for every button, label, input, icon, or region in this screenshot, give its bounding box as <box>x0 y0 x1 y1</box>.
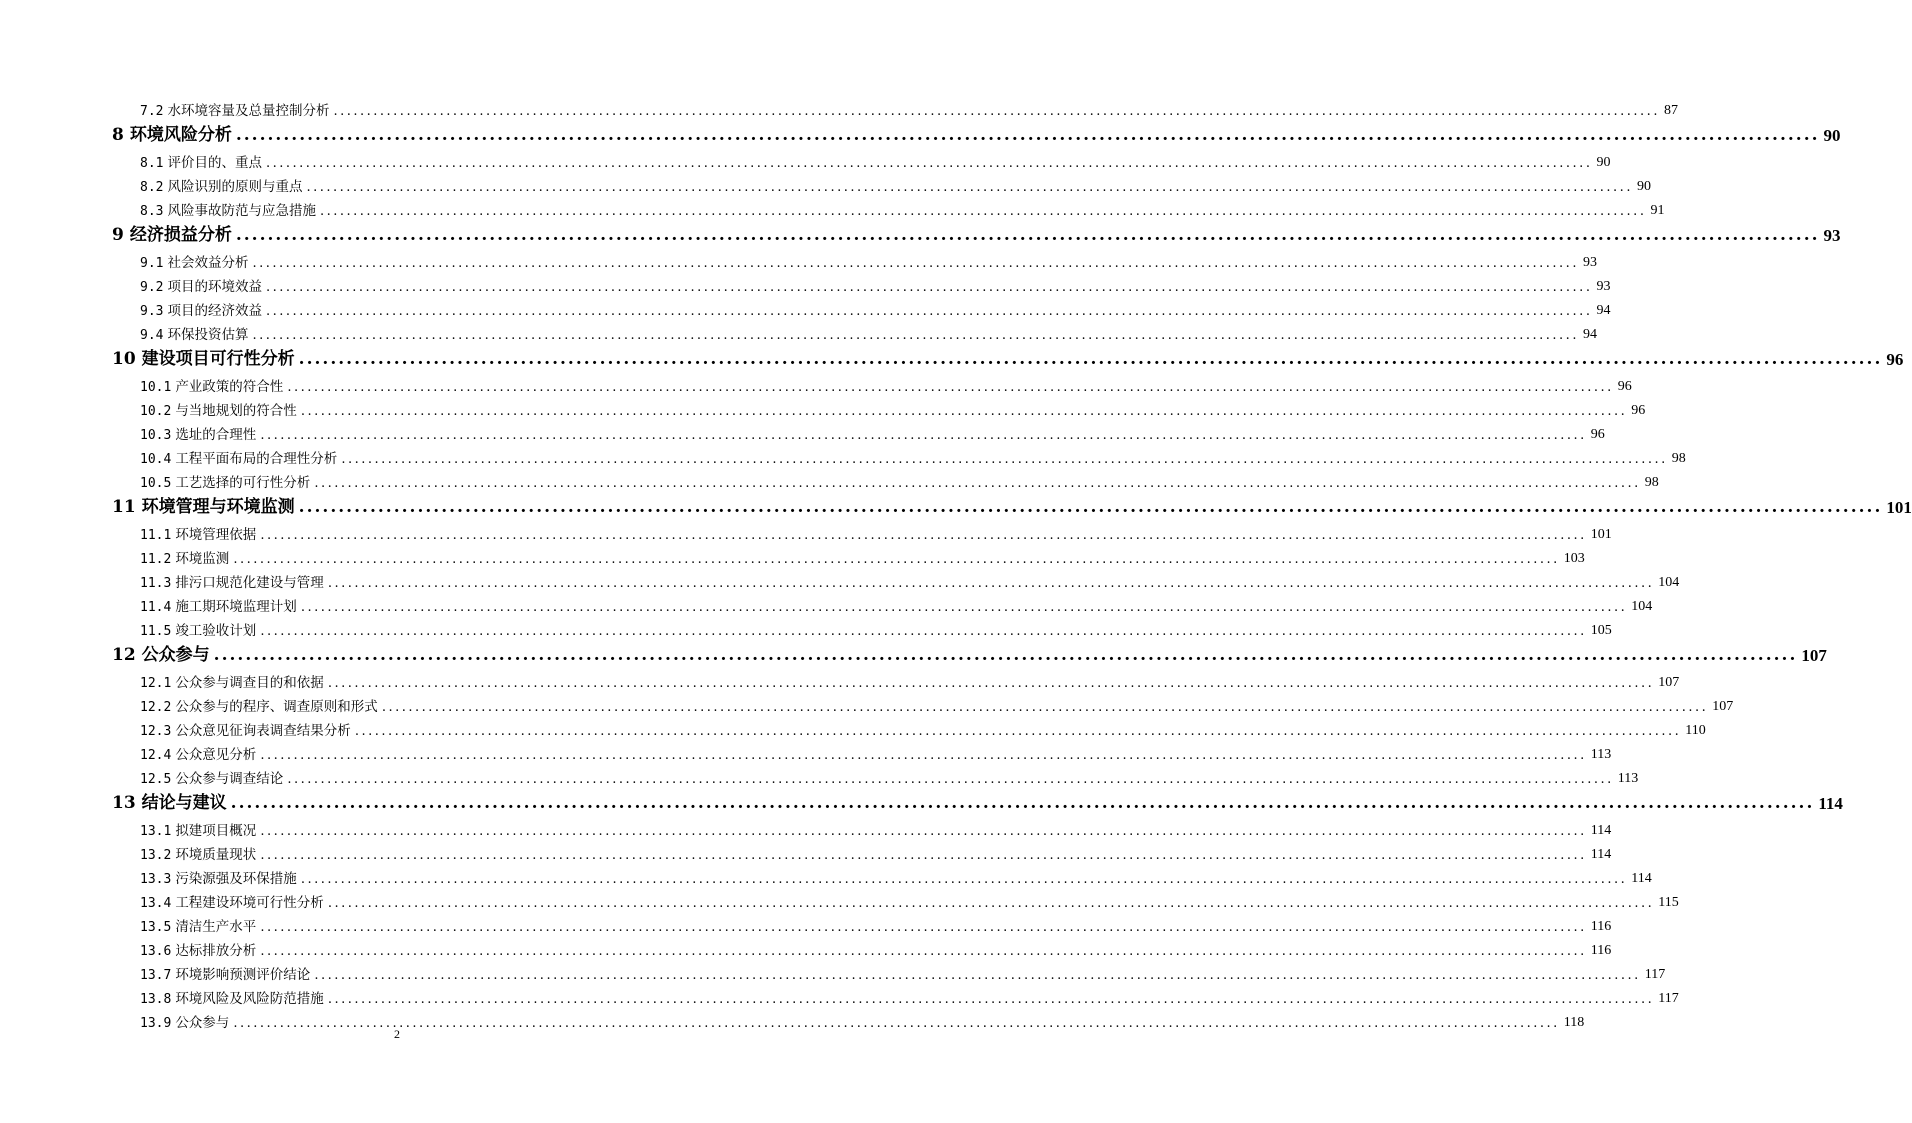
toc-entry-page: 114 <box>1818 794 1843 813</box>
toc-entry-number: 10.4 <box>140 452 172 467</box>
toc-entry-page: 98 <box>1671 451 1686 466</box>
toc-section-entry[interactable] <box>140 468 1659 491</box>
toc-entry-title: 环境影响预测评价结论 <box>175 966 311 983</box>
toc-entry-title: 工程建设环境可行性分析 <box>175 894 324 911</box>
toc-entry-page: 96 <box>1617 379 1632 394</box>
toc-chapter-entry[interactable] <box>112 120 1841 145</box>
toc-entry-number: 10 <box>112 349 136 369</box>
toc-entry-page: 110 <box>1685 723 1706 738</box>
toc-entry-page: 113 <box>1617 771 1639 786</box>
toc-entry-page: 113 <box>1590 747 1612 762</box>
toc-dot-leader: ........................................................................................................................................................................................................ <box>213 645 1798 665</box>
toc-dot-leader: ........................................................................................................................................................................................................ <box>354 724 1682 739</box>
toc-section-entry[interactable] <box>140 840 1612 863</box>
toc-section-entry[interactable] <box>140 320 1597 343</box>
toc-section-entry[interactable] <box>140 960 1666 983</box>
toc-entry-number: 12.2 <box>140 700 172 715</box>
toc-entry-title: 排污口规范化建设与管理 <box>175 574 324 591</box>
toc-entry-page: 94 <box>1596 303 1611 318</box>
toc-dot-leader: ........................................................................................................................................................................................................ <box>314 476 1641 491</box>
toc-section-entry[interactable] <box>140 764 1639 787</box>
toc-entry-number: 7.2 <box>140 104 164 119</box>
toc-entry-page: 90 <box>1596 155 1611 170</box>
toc-section-entry[interactable] <box>140 172 1651 195</box>
toc-entry-title: 清洁生产水平 <box>175 918 257 935</box>
toc-dot-leader: ........................................................................................................................................................................................................ <box>260 920 1587 935</box>
toc-entry-title: 公众参与 <box>141 645 210 665</box>
toc-dot-leader: ........................................................................................................................................................................................................ <box>260 824 1587 839</box>
toc-section-entry[interactable] <box>140 864 1652 887</box>
toc-entry-page: 90 <box>1823 126 1841 145</box>
toc-entry-page: 104 <box>1658 575 1680 590</box>
toc-entry-number: 12.3 <box>140 724 172 739</box>
page-number: 2 <box>394 1027 400 1041</box>
toc-dot-leader: ........................................................................................................................................................................................................ <box>314 968 1641 983</box>
toc-section-entry[interactable] <box>140 668 1680 691</box>
toc-entry-title: 社会效益分析 <box>167 254 249 271</box>
toc-entry-title: 选址的合理性 <box>175 426 257 443</box>
toc-chapter-entry[interactable] <box>112 788 1843 813</box>
toc-section-entry[interactable] <box>140 396 1646 419</box>
toc-section-entry[interactable] <box>140 96 1678 119</box>
toc-section-entry[interactable] <box>140 544 1585 567</box>
toc-dot-leader: ........................................................................................................................................................................................................ <box>298 497 1883 517</box>
toc-entry-title: 产业政策的符合性 <box>175 378 284 395</box>
toc-dot-leader: ........................................................................................................................................................................................................ <box>260 624 1587 639</box>
toc-dot-leader: ........................................................................................................................................................................................................ <box>252 256 1579 271</box>
toc-entry-title: 施工期环境监理计划 <box>175 598 297 615</box>
toc-section-entry[interactable] <box>140 692 1734 715</box>
toc-dot-leader: ........................................................................................................................................................................................................ <box>300 404 1628 419</box>
toc-entry-number: 9.1 <box>140 256 164 271</box>
toc-section-entry[interactable] <box>140 372 1632 395</box>
toc-dot-leader: ........................................................................................................................................................................................................ <box>300 872 1628 887</box>
toc-entry-page: 90 <box>1636 179 1651 194</box>
toc-chapter-entry[interactable] <box>112 344 1904 369</box>
toc-dot-leader: ........................................................................................................................................................................................................ <box>235 125 1820 145</box>
toc-entry-number: 11.3 <box>140 576 172 591</box>
toc-entry-number: 9.2 <box>140 280 164 295</box>
toc-entry-number: 13.5 <box>140 920 172 935</box>
toc-dot-leader: ........................................................................................................................................................................................................ <box>333 104 1660 119</box>
toc-entry-number: 9.4 <box>140 328 164 343</box>
toc-entry-page: 91 <box>1650 203 1665 218</box>
toc-entry-number: 13.9 <box>140 1016 172 1031</box>
toc-entry-title: 环境风险分析 <box>129 125 232 145</box>
toc-section-entry[interactable] <box>140 936 1612 959</box>
toc-entry-page: 118 <box>1563 1015 1585 1030</box>
toc-dot-leader: ........................................................................................................................................................................................................ <box>260 848 1587 863</box>
toc-entry-title: 评价目的、重点 <box>167 154 262 171</box>
toc-section-entry[interactable] <box>140 420 1605 443</box>
toc-entry-page: 117 <box>1644 967 1666 982</box>
toc-dot-leader: ........................................................................................................................................................................................................ <box>260 748 1587 763</box>
toc-entry-page: 116 <box>1590 943 1612 958</box>
toc-dot-leader: ........................................................................................................................................................................................................ <box>327 676 1655 691</box>
toc-entry-page: 107 <box>1801 646 1827 665</box>
toc-entry-number: 13.3 <box>140 872 172 887</box>
toc-section-entry[interactable] <box>140 912 1612 935</box>
toc-dot-leader: ........................................................................................................................................................................................................ <box>381 700 1709 715</box>
toc-entry-number: 13 <box>112 793 136 813</box>
toc-entry-page: 116 <box>1590 919 1612 934</box>
toc-dot-leader: ........................................................................................................................................................................................................ <box>233 552 1560 567</box>
toc-entry-title: 环境管理依据 <box>175 526 257 543</box>
toc-entry-title: 环境监测 <box>175 550 230 567</box>
toc-dot-leader: ........................................................................................................................................................................................................ <box>235 225 1820 245</box>
toc-entry-number: 13.2 <box>140 848 172 863</box>
toc-entry-title: 达标排放分析 <box>175 942 257 959</box>
toc-section-entry[interactable] <box>140 248 1597 271</box>
toc-entry-number: 11.5 <box>140 624 172 639</box>
toc-entry-number: 13.1 <box>140 824 172 839</box>
toc-entry-number: 8 <box>112 125 124 145</box>
toc-entry-number: 8.3 <box>140 204 164 219</box>
toc-section-entry[interactable] <box>140 616 1612 639</box>
toc-entry-number: 13.6 <box>140 944 172 959</box>
toc-section-entry[interactable] <box>140 592 1653 615</box>
toc-entry-title: 风险识别的原则与重点 <box>167 178 303 195</box>
toc-entry-page: 96 <box>1886 350 1904 369</box>
toc-entry-page: 101 <box>1590 527 1612 542</box>
toc-dot-leader: ........................................................................................................................................................................................................ <box>265 304 1593 319</box>
toc-entry-page: 94 <box>1582 327 1597 342</box>
toc-dot-leader: ........................................................................................................................................................................................................ <box>265 156 1593 171</box>
toc-dot-leader: ........................................................................................................................................................................................................ <box>341 452 1668 467</box>
toc-entry-number: 9 <box>112 225 124 245</box>
toc-dot-leader: ........................................................................................................................................................................................................ <box>327 992 1655 1007</box>
toc-section-entry[interactable] <box>140 444 1686 467</box>
toc-dot-leader: ........................................................................................................................................................................................................ <box>233 1016 1560 1031</box>
toc-entry-title: 公众参与 <box>175 1014 230 1031</box>
toc-entry-page: 114 <box>1590 823 1612 838</box>
toc-entry-title: 建设项目可行性分析 <box>141 349 295 369</box>
toc-entry-number: 13.8 <box>140 992 172 1007</box>
toc-dot-leader: ........................................................................................................................................................................................................ <box>306 180 1633 195</box>
toc-entry-title: 工程平面布局的合理性分析 <box>175 450 338 467</box>
toc-dot-leader: ........................................................................................................................................................................................................ <box>298 349 1883 369</box>
toc-entry-title: 项目的经济效益 <box>167 302 262 319</box>
toc-entry-page: 96 <box>1590 427 1605 442</box>
toc-dot-leader: ........................................................................................................................................................................................................ <box>260 944 1587 959</box>
toc-entry-page: 101 <box>1886 498 1912 517</box>
toc-entry-number: 11.2 <box>140 552 172 567</box>
toc-entry-title: 公众意见征询表调查结果分析 <box>175 722 351 739</box>
toc-entry-number: 12.4 <box>140 748 172 763</box>
toc-entry-page: 87 <box>1663 103 1678 118</box>
toc-section-entry[interactable] <box>140 984 1679 1007</box>
toc-entry-number: 9.3 <box>140 304 164 319</box>
toc-entry-title: 经济损益分析 <box>129 225 232 245</box>
toc-entry-title: 项目的环境效益 <box>167 278 262 295</box>
toc-entry-page: 98 <box>1644 475 1659 490</box>
toc-entry-number: 8.2 <box>140 180 164 195</box>
toc-section-entry[interactable] <box>140 816 1612 839</box>
toc-dot-leader: ........................................................................................................................................................................................................ <box>319 204 1647 219</box>
toc-entry-number: 8.1 <box>140 156 164 171</box>
toc-entry-page: 93 <box>1582 255 1597 270</box>
toc-entry-number: 11 <box>112 497 136 517</box>
toc-entry-title: 公众参与调查目的和依据 <box>175 674 324 691</box>
toc-dot-leader: ........................................................................................................................................................................................................ <box>287 380 1614 395</box>
toc-dot-leader: ........................................................................................................................................................................................................ <box>327 896 1655 911</box>
toc-entry-page: 103 <box>1563 551 1585 566</box>
toc-entry-number: 10.3 <box>140 428 172 443</box>
toc-chapter-entry[interactable] <box>112 492 1912 517</box>
toc-entry-title: 风险事故防范与应急措施 <box>167 202 316 219</box>
toc-entry-page: 104 <box>1631 599 1653 614</box>
toc-entry-title: 与当地规划的符合性 <box>175 402 297 419</box>
toc-entry-title: 公众参与的程序、调查原则和形式 <box>175 698 378 715</box>
toc-entry-number: 12 <box>112 645 136 665</box>
toc-entry-page: 96 <box>1631 403 1646 418</box>
toc-dot-leader: ........................................................................................................................................................................................................ <box>327 576 1655 591</box>
toc-entry-title: 工艺选择的可行性分析 <box>175 474 311 491</box>
toc-entry-title: 竣工验收计划 <box>175 622 257 639</box>
toc-chapter-entry[interactable] <box>112 220 1841 245</box>
toc-dot-leader: ........................................................................................................................................................................................................ <box>252 328 1579 343</box>
toc-dot-leader: ........................................................................................................................................................................................................ <box>265 280 1593 295</box>
toc-entry-page: 93 <box>1823 226 1841 245</box>
toc-entry-number: 13.4 <box>140 896 172 911</box>
toc-entry-title: 环境质量现状 <box>175 846 257 863</box>
toc-entry-title: 公众意见分析 <box>175 746 257 763</box>
toc-entry-title: 环保投资估算 <box>167 326 249 343</box>
toc-entry-title: 公众参与调查结论 <box>175 770 284 787</box>
toc-entry-page: 107 <box>1658 675 1680 690</box>
toc-entry-title: 水环境容量及总量控制分析 <box>167 102 330 119</box>
toc-section-entry[interactable] <box>140 740 1612 763</box>
toc-section-entry[interactable] <box>140 888 1679 911</box>
toc-dot-leader: ........................................................................................................................................................................................................ <box>287 772 1614 787</box>
toc-section-entry[interactable] <box>140 716 1706 739</box>
toc-section-entry[interactable] <box>140 272 1611 295</box>
toc-section-entry[interactable] <box>140 520 1612 543</box>
toc-entry-page: 115 <box>1658 895 1679 910</box>
toc-entry-page: 105 <box>1590 623 1612 638</box>
toc-entry-number: 12.5 <box>140 772 172 787</box>
toc-section-entry[interactable] <box>140 568 1680 591</box>
toc-entry-number: 11.1 <box>140 528 172 543</box>
toc-entry-number: 13.7 <box>140 968 172 983</box>
toc-entry-number: 10.5 <box>140 476 172 491</box>
toc-entry-title: 拟建项目概况 <box>175 822 257 839</box>
toc-entry-title: 污染源强及环保措施 <box>175 870 297 887</box>
toc-entry-page: 114 <box>1590 847 1612 862</box>
toc-entry-page: 107 <box>1712 699 1734 714</box>
toc-dot-leader: ........................................................................................................................................................................................................ <box>230 793 1815 813</box>
toc-entry-number: 10.1 <box>140 380 172 395</box>
toc-entry-title: 结论与建议 <box>141 793 227 813</box>
toc-entry-title: 环境风险及风险防范措施 <box>175 990 324 1007</box>
toc-entry-number: 12.1 <box>140 676 172 691</box>
toc-section-entry[interactable] <box>140 196 1665 219</box>
toc-dot-leader: ........................................................................................................................................................................................................ <box>260 528 1587 543</box>
toc-section-entry[interactable] <box>140 296 1611 319</box>
toc-entry-page: 93 <box>1596 279 1611 294</box>
toc-entry-page: 114 <box>1631 871 1652 886</box>
toc-section-entry[interactable] <box>140 148 1611 171</box>
toc-dot-leader: ........................................................................................................................................................................................................ <box>260 428 1587 443</box>
toc-entry-number: 11.4 <box>140 600 172 615</box>
toc-entry-page: 117 <box>1658 991 1679 1006</box>
toc-entry-number: 10.2 <box>140 404 172 419</box>
toc-chapter-entry[interactable] <box>112 640 1827 665</box>
toc-entry-title: 环境管理与环境监测 <box>141 497 295 517</box>
toc-dot-leader: ........................................................................................................................................................................................................ <box>300 600 1628 615</box>
